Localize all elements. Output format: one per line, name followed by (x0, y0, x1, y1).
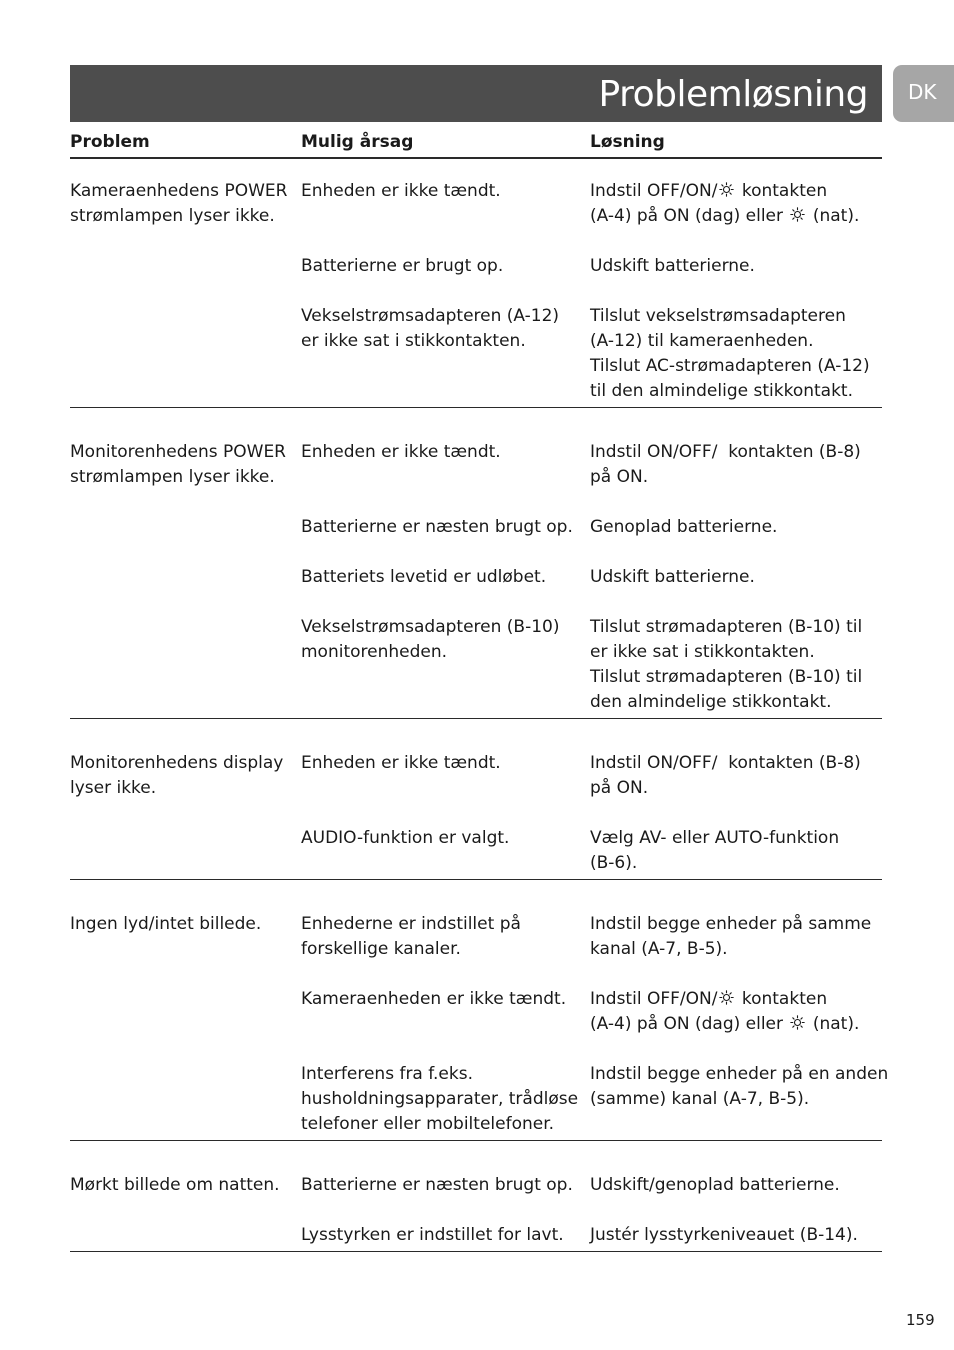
cause-cell-line: Batterierne er brugt op. (301, 256, 504, 276)
column-header-problem: Problem (70, 132, 150, 152)
solution-cell-line: Udskift batterierne. (590, 567, 755, 587)
solution-cell-line: Indstil ON/OFF/ kontakten (B-8) (590, 753, 861, 773)
problem-cell-line: Mørkt billede om natten. (70, 1175, 280, 1195)
cause-cell (301, 304, 559, 354)
solution-cell-line: kanal (A-7, B-5). (590, 939, 728, 959)
solution-cell-line: på ON. (590, 778, 649, 798)
solution-cell (590, 987, 859, 1037)
cause-cell (301, 751, 501, 776)
cause-cell-line: Kameraenheden er ikke tændt. (301, 989, 567, 1009)
group-divider (70, 1140, 882, 1141)
cause-cell (301, 179, 501, 204)
page-title: Problemløsning (598, 74, 868, 115)
solution-cell (590, 826, 839, 876)
solution-cell-line: Udskift/genoplad batterierne. (590, 1175, 840, 1195)
solution-cell (590, 304, 870, 404)
solution-cell-line: Justér lysstyrkeniveauet (B-14). (590, 1225, 858, 1245)
solution-cell (590, 1173, 840, 1198)
problem-cell (70, 179, 287, 229)
column-header-solution: Løsning (590, 132, 665, 152)
problem-cell-line: strømlampen lyser ikke. (70, 206, 275, 226)
solution-cell-line: Udskift batterierne. (590, 256, 755, 276)
solution-cell-line: Tilslut strømadapteren (B-10) til (590, 667, 863, 687)
solution-cell-line: Tilslut AC-strømadapteren (A-12) (590, 356, 870, 376)
cause-cell-line: Enheden er ikke tændt. (301, 753, 501, 773)
cause-cell-line: er ikke sat i stikkontakten. (301, 331, 526, 351)
solution-cell (590, 912, 871, 962)
cause-cell (301, 440, 501, 465)
solution-cell-line: Indstil begge enheder på samme (590, 914, 872, 934)
cause-cell-line: Enheden er ikke tændt. (301, 442, 501, 462)
solution-cell-line: Genoplad batterierne. (590, 517, 778, 537)
cause-cell (301, 1173, 573, 1198)
cause-cell-line: AUDIO-funktion er valgt. (301, 828, 510, 848)
cause-cell (301, 987, 566, 1012)
problem-cell (70, 912, 261, 937)
cause-cell (301, 565, 546, 590)
solution-cell (590, 1062, 888, 1112)
cause-cell-line: Enheden er ikke tændt. (301, 181, 501, 201)
solution-cell-line: Tilslut vekselstrømsadapteren (590, 306, 846, 326)
sun-night-icon (719, 182, 734, 197)
solution-cell (590, 1223, 858, 1248)
solution-cell-line: til den almindelige stikkontakt. (590, 381, 853, 401)
problem-cell-line: Kameraenhedens POWER (70, 181, 288, 201)
solution-cell (590, 254, 755, 279)
problem-cell-line: lyser ikke. (70, 778, 157, 798)
problem-cell-line: Ingen lyd/intet billede. (70, 914, 262, 934)
solution-cell-line: Vælg AV- eller AUTO-funktion (590, 828, 840, 848)
cause-cell (301, 826, 509, 851)
sun-night-icon (719, 990, 734, 1005)
problem-cell (70, 751, 283, 801)
cause-cell (301, 254, 503, 279)
group-divider (70, 718, 882, 719)
header-divider (70, 157, 882, 159)
solution-cell-line: Indstil OFF/ON/ kontakten (590, 181, 828, 201)
cause-cell-line: Interferens fra f.eks. (301, 1064, 473, 1084)
group-divider (70, 1251, 882, 1252)
sun-night-icon (790, 1015, 805, 1030)
solution-cell-line: (A-4) på ON (dag) eller (nat). (590, 206, 860, 226)
solution-cell-line: Indstil begge enheder på en anden (590, 1064, 889, 1084)
solution-cell-line: den almindelige stikkontakt. (590, 692, 832, 712)
cause-cell (301, 912, 521, 962)
cause-cell-line: husholdningsapparater, trådløse (301, 1089, 579, 1109)
solution-cell-line: (samme) kanal (A-7, B-5). (590, 1089, 810, 1109)
cause-cell-line: Batterierne er næsten brugt op. (301, 517, 573, 537)
solution-cell (590, 179, 859, 229)
problem-cell-line: Monitorenhedens display (70, 753, 284, 773)
cause-cell-line: Lysstyrken er indstillet for lavt. (301, 1225, 564, 1245)
solution-cell-line: Indstil ON/OFF/ kontakten (B-8) (590, 442, 861, 462)
solution-cell-line: på ON. (590, 467, 649, 487)
problem-cell (70, 1173, 280, 1198)
cause-cell-line: Vekselstrømsadapteren (B-10) (301, 617, 560, 637)
cause-cell-line: telefoner eller mobiltelefoner. (301, 1114, 555, 1134)
group-divider (70, 879, 882, 880)
sun-night-icon (790, 207, 805, 222)
cause-cell-line: Enhederne er indstillet på (301, 914, 521, 934)
solution-cell (590, 615, 862, 715)
solution-cell (590, 751, 861, 801)
cause-cell-line: forskellige kanaler. (301, 939, 461, 959)
solution-cell-line: (A-12) til kameraenheden. (590, 331, 814, 351)
solution-cell-line: er ikke sat i stikkontakten. (590, 642, 815, 662)
cause-cell-line: Batteriets levetid er udløbet. (301, 567, 547, 587)
cause-cell (301, 1062, 578, 1137)
solution-cell (590, 440, 861, 490)
solution-cell-line: (B-6). (590, 853, 638, 873)
solution-cell-line: Indstil OFF/ON/ kontakten (590, 989, 828, 1009)
group-divider (70, 407, 882, 408)
solution-cell-line: Tilslut strømadapteren (B-10) til (590, 617, 863, 637)
title-bar (70, 65, 882, 122)
cause-cell-line: Vekselstrømsadapteren (A-12) (301, 306, 560, 326)
column-header-cause: Mulig årsag (301, 132, 414, 152)
language-tab (893, 65, 954, 122)
cause-cell-line: monitorenheden. (301, 642, 448, 662)
cause-cell (301, 1223, 564, 1248)
cause-cell (301, 515, 573, 540)
solution-cell (590, 515, 777, 540)
solution-cell-line: (A-4) på ON (dag) eller (nat). (590, 1014, 860, 1034)
solution-cell (590, 565, 755, 590)
language-tab-label: DK (908, 80, 937, 104)
problem-cell-line: Monitorenhedens POWER (70, 442, 286, 462)
problem-cell-line: strømlampen lyser ikke. (70, 467, 275, 487)
cause-cell-line: Batterierne er næsten brugt op. (301, 1175, 573, 1195)
problem-cell (70, 440, 286, 490)
page-number: 159 (906, 1311, 935, 1329)
cause-cell (301, 615, 559, 665)
